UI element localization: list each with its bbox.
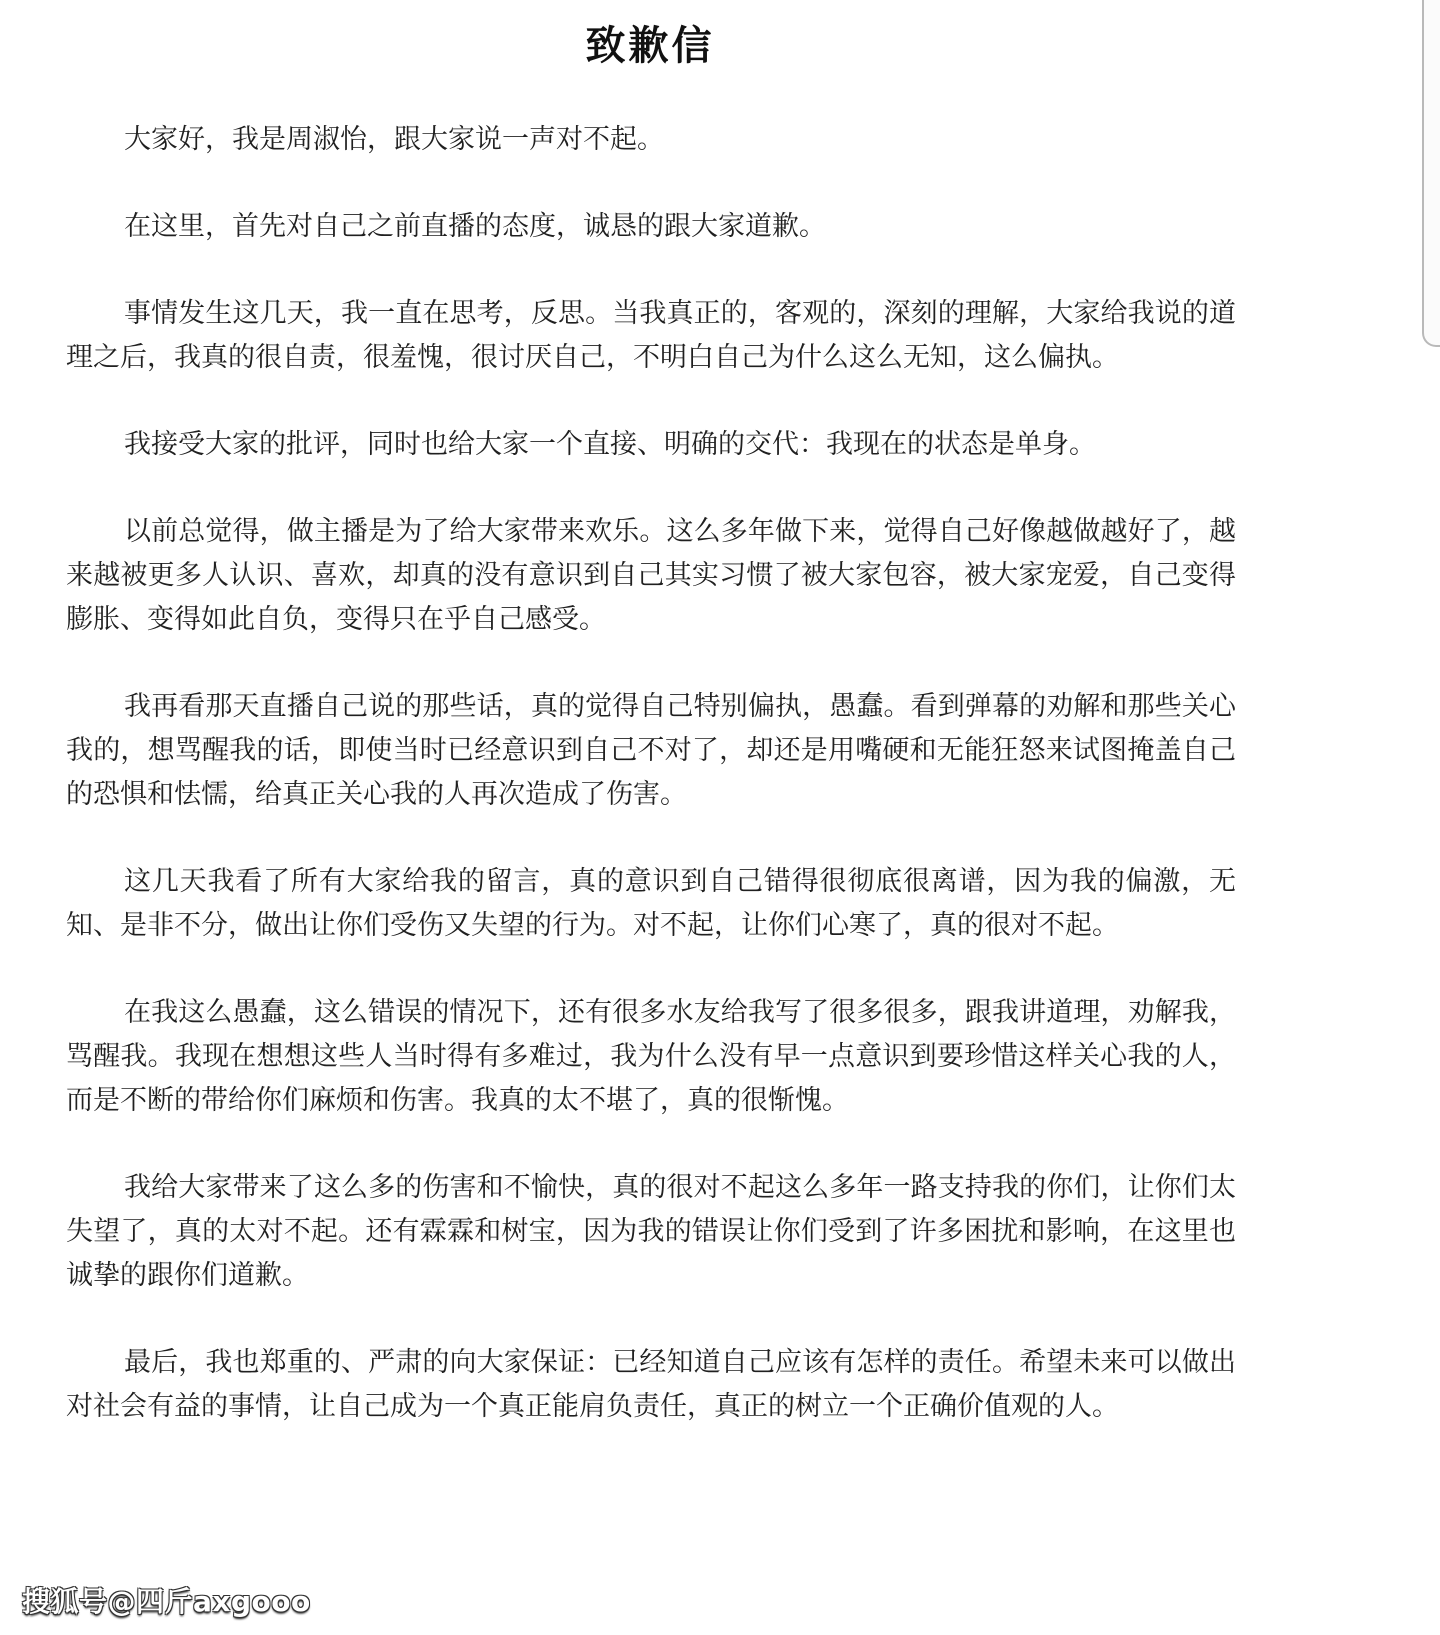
scrollbar-edge[interactable] <box>1422 0 1440 347</box>
paragraph-5: 以前总觉得，做主播是为了给大家带来欢乐。这么多年做下来，觉得自己好像越做越好了，越来越被更多人认识、喜欢，却真的没有意识到自己其实习惯了被大家包容，被大家宠爱，自己变得膨胀、变得如此自负，变得只在乎自己感受。 <box>66 516 1236 635</box>
paragraph-4: 我接受大家的批评，同时也给大家一个直接、明确的交代：我现在的状态是单身。 <box>124 429 1096 460</box>
paragraph-6: 我再看那天直播自己说的那些话，真的觉得自己特别偏执，愚蠢。看到弹幕的劝解和那些关心我的，想骂醒我的话，即使当时已经意识到自己不对了，却还是用嘴硬和无能狂怒来试图掩盖自己的恐惧和怯懦，给真正关心我的人再次造成了伤害。 <box>66 691 1236 810</box>
letter-title: 致歉信 <box>585 22 715 69</box>
paragraph-10: 最后，我也郑重的、严肃的向大家保证：已经知道自己应该有怎样的责任。希望未来可以做出对社会有益的事情，让自己成为一个真正能肩负责任，真正的树立一个正确价值观的人。 <box>66 1347 1236 1422</box>
paragraph-1: 大家好，我是周淑怡，跟大家说一声对不起。 <box>124 124 664 155</box>
paragraph-2: 在这里，首先对自己之前直播的态度，诚恳的跟大家道歉。 <box>124 211 826 242</box>
paragraph-9: 我给大家带来了这么多的伤害和不愉快，真的很对不起这么多年一路支持我的你们，让你们太失望了，真的太对不起。还有霖霖和树宝，因为我的错误让你们受到了许多困扰和影响，在这里也诚挚的跟你们道歉。 <box>66 1172 1236 1291</box>
paragraph-8: 在我这么愚蠢，这么错误的情况下，还有很多水友给我写了很多很多，跟我讲道理，劝解我，骂醒我。我现在想想这些人当时得有多难过，我为什么没有早一点意识到要珍惜这样关心我的人，而是不断的带给你们麻烦和伤害。我真的太不堪了，真的很惭愧。 <box>66 997 1236 1116</box>
paragraph-3: 事情发生这几天，我一直在思考，反思。当我真正的，客观的，深刻的理解，大家给我说的道理之后，我真的很自责，很羞愧，很讨厌自己，不明白自己为什么这么无知，这么偏执。 <box>66 298 1236 373</box>
watermark-text: 搜狐号@四斤axgooo <box>22 1585 311 1618</box>
letter-body <box>66 118 1236 1472</box>
paragraph-7: 这几天我看了所有大家给我的留言，真的意识到自己错得很彻底很离谱，因为我的偏激，无知、是非不分，做出让你们受伤又失望的行为。对不起，让你们心寒了，真的很对不起。 <box>66 866 1236 941</box>
